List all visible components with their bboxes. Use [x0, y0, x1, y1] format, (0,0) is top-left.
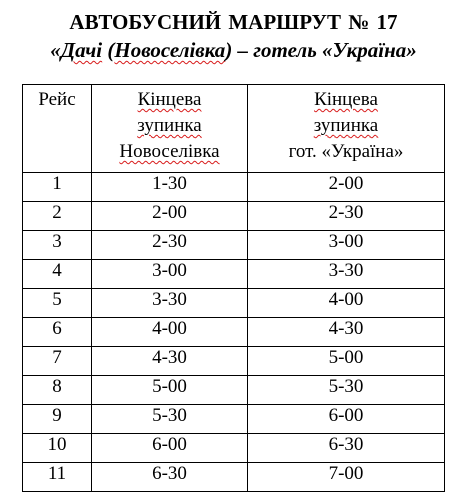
- cell-novoselivka-time: 2-00: [92, 202, 248, 231]
- table-row: [23, 202, 445, 231]
- cell-trip: 2: [23, 202, 92, 231]
- cell-ukraina-time: 7-00: [248, 463, 445, 492]
- cell-novoselivka-time: 6-00: [92, 434, 248, 463]
- cell-ukraina-time: 3-30: [248, 260, 445, 289]
- cell-trip: 3: [23, 231, 92, 260]
- cell-trip: 7: [23, 347, 92, 376]
- subtitle-novoselivka: Новоселівка: [114, 38, 226, 62]
- header-novoselivka-line1: Кінцева: [137, 89, 202, 110]
- subtitle-paren: (: [102, 38, 115, 62]
- header-trip: Рейс: [23, 85, 92, 173]
- cell-novoselivka-time: 2-30: [92, 231, 248, 260]
- cell-novoselivka-time: 5-30: [92, 405, 248, 434]
- cell-ukraina-time: 5-30: [248, 376, 445, 405]
- cell-novoselivka-time: 4-30: [92, 347, 248, 376]
- subtitle-quote: «: [50, 38, 61, 62]
- header-novoselivka-line2: зупинка: [137, 115, 202, 136]
- table-row: [23, 434, 445, 463]
- cell-ukraina-time: 6-30: [248, 434, 445, 463]
- cell-trip: 10: [23, 434, 92, 463]
- table-row: [23, 173, 445, 202]
- cell-trip: 5: [23, 289, 92, 318]
- cell-trip: 9: [23, 405, 92, 434]
- cell-ukraina-time: 2-30: [248, 202, 445, 231]
- schedule-table: [22, 84, 445, 492]
- table-row: [23, 405, 445, 434]
- header-ukraina: [248, 85, 445, 173]
- cell-novoselivka-time: 6-30: [92, 463, 248, 492]
- cell-ukraina-time: 5-00: [248, 347, 445, 376]
- table-row: [23, 318, 445, 347]
- cell-trip: 4: [23, 260, 92, 289]
- header-ukraina-line1: Кінцева: [314, 89, 378, 110]
- route-title: АВТОБУСНИЙ МАРШРУТ № 17: [69, 10, 398, 34]
- cell-ukraina-time: 2-00: [248, 173, 445, 202]
- table-row: [23, 260, 445, 289]
- cell-novoselivka-time: 1-30: [92, 173, 248, 202]
- cell-ukraina-time: 6-00: [248, 405, 445, 434]
- header-ukraina-line2: зупинка: [313, 115, 379, 136]
- cell-trip: 1: [23, 173, 92, 202]
- header-ukraina-line3: гот. «Україна»: [288, 141, 404, 162]
- header-novoselivka-line3: Новоселівка: [119, 141, 220, 162]
- cell-novoselivka-time: 5-00: [92, 376, 248, 405]
- header-novoselivka: [92, 85, 248, 173]
- table-row: [23, 231, 445, 260]
- cell-trip: 8: [23, 376, 92, 405]
- subtitle-rest: ) – готель «Україна»: [225, 38, 417, 62]
- schedule-body: [23, 85, 445, 492]
- cell-ukraina-time: 4-30: [248, 318, 445, 347]
- cell-ukraina-time: 4-00: [248, 289, 445, 318]
- cell-trip: 11: [23, 463, 92, 492]
- cell-novoselivka-time: 4-00: [92, 318, 248, 347]
- table-row: [23, 463, 445, 492]
- cell-novoselivka-time: 3-30: [92, 289, 248, 318]
- table-row: [23, 289, 445, 318]
- subtitle-dachi: Дачі: [60, 38, 103, 62]
- cell-trip: 6: [23, 318, 92, 347]
- header-row: [23, 85, 445, 173]
- table-row: [23, 347, 445, 376]
- table-row: [23, 376, 445, 405]
- cell-novoselivka-time: 3-00: [92, 260, 248, 289]
- route-subtitle: [0, 38, 467, 63]
- cell-ukraina-time: 3-00: [248, 231, 445, 260]
